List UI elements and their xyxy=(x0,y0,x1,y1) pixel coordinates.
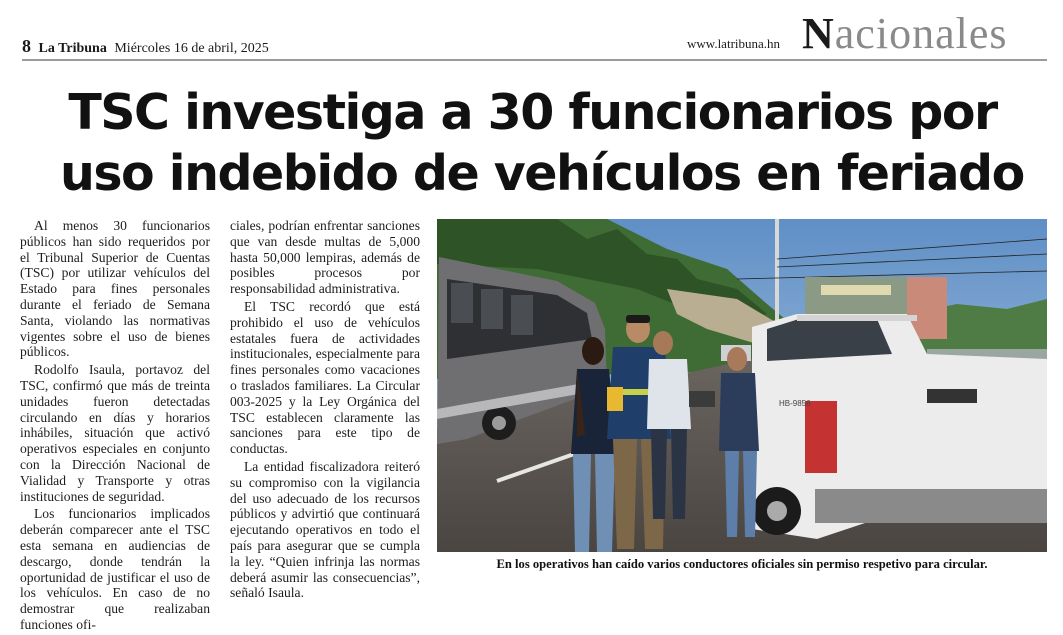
truck-taillight xyxy=(805,401,837,473)
truck-bumper xyxy=(815,489,1047,523)
photo-caption: En los operativos han caído varios conductores oficiales sin permiso respetivo para circular. xyxy=(496,557,988,571)
paragraph: El TSC recordó que está prohibido el uso de vehículos estatales fuera de actividades institucionales, especialmente para fines personales como vacaciones o traslados familiares. La Circular 003-2025 y la Ley Orgánica del TSC establecen claramente las sanciones para este tipo de conductas. xyxy=(230,298,420,457)
news-photo xyxy=(437,219,1047,552)
page-header xyxy=(22,10,1047,60)
newspaper-name: La Tribuna xyxy=(38,41,107,56)
section-title-rest: acionales xyxy=(834,9,1008,58)
headline-line-2: uso indebido de vehículos en feriado xyxy=(60,145,1024,202)
section-title-initial: N xyxy=(802,9,835,58)
section-title xyxy=(802,10,1007,58)
article-column-1 xyxy=(20,218,210,635)
issue-date: Miércoles 16 de abril, 2025 xyxy=(114,41,269,56)
page-number: 8 xyxy=(22,36,31,56)
paragraph: ciales, podrían enfrentar sanciones que van desde multas de 5,000 hasta 50,000 lempiras, además de posibles procesos por responsabilidad administrativa. xyxy=(230,218,420,297)
folio xyxy=(22,36,269,57)
paragraph: Los funcionarios implicados deberán comparecer ante el TSC esta semana en audiencias de descargo, donde tendrán la oportunidad de justificar el uso de los vehículos. En caso de no demostrar que realizaban funciones ofi- xyxy=(20,506,210,632)
header-rule xyxy=(22,59,1047,61)
article-headline xyxy=(60,82,1024,204)
paragraph: La entidad fiscalizadora reiteró su compromiso con la vigilancia del uso adecuado de los recursos públicos y advirtió que continuará ejecutando operativos en todo el país para asegurar que se cumpla la ley. “Quien infrinja las normas deberá asumir las consecuencias”, señaló Isaula. xyxy=(230,458,420,601)
truck-plate: HB-9856 xyxy=(779,399,811,408)
website-link[interactable]: www.latribuna.hn xyxy=(687,36,781,51)
clipboard xyxy=(689,391,715,407)
article-column-2 xyxy=(230,218,420,603)
paragraph: Rodolfo Isaula, portavoz del TSC, confirmó que más de treinta unidades fueron detectadas circulando en días y horarios inhábiles, situación que activó operativos especiales en conjunto con la Dirección Nacional de Vialidad y Transporte y otras instituciones de seguridad. xyxy=(20,362,210,504)
paragraph: Al menos 30 funcionarios públicos han sido requeridos por el Tribunal Superior de Cuentas (TSC) por utilizar vehículos del Estado para fines personales durante el feriado de Semana Santa, violando las normativas vigentes sobre el uso de bienes públicos. xyxy=(20,218,210,360)
headline-line-1: TSC investiga a 30 funcionarios por xyxy=(68,84,997,141)
